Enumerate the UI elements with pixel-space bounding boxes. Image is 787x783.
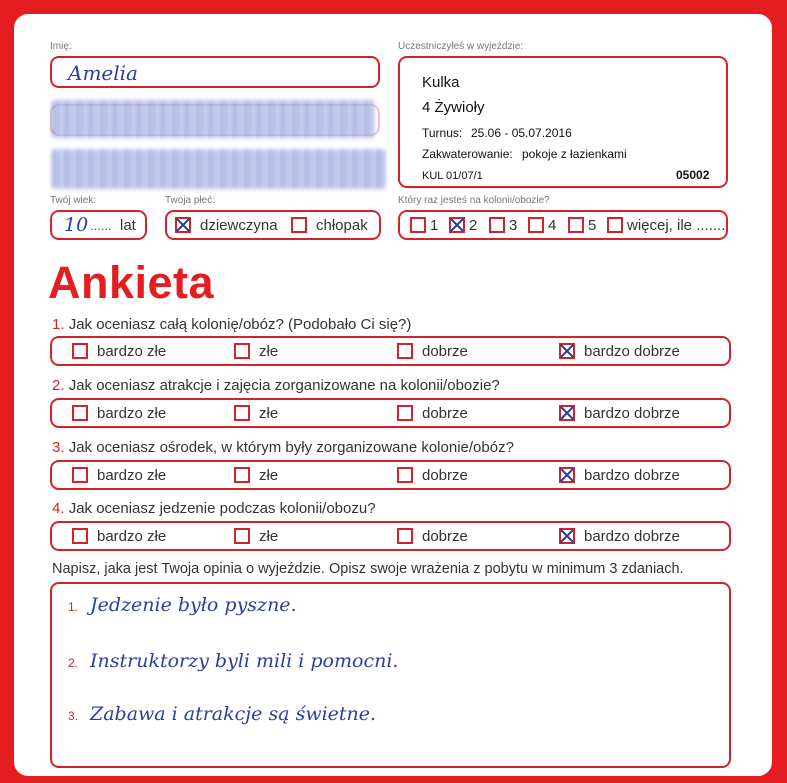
times-label: Który raz jesteś na kolonii/obozie? (398, 195, 550, 206)
q3-bardzo-dobrze-label: bardzo dobrze (584, 467, 680, 484)
times-4-checkbox[interactable] (528, 217, 544, 233)
opinion-line-1-text: Jedzenie było pyszne. (90, 594, 297, 616)
q1-dobrze-label: dobrze (422, 343, 468, 360)
question-3-text: Jak oceniasz ośrodek, w którym były zorganizowane kolonie/obóz? (68, 439, 514, 456)
times-1-label: 1 (430, 217, 439, 234)
q2-zle-label: złe (259, 405, 279, 422)
q3-bardzo-zle-checkbox[interactable] (72, 467, 88, 483)
q4-bardzo-zle-label: bardzo złe (97, 528, 167, 545)
redacted-surname (52, 100, 376, 138)
gender-field (165, 210, 381, 240)
question-4-answers (50, 521, 731, 551)
gender-girl-checkbox[interactable] (175, 217, 191, 233)
camp-name: Kulka (422, 74, 460, 91)
name-label: Imię: (50, 41, 72, 52)
q1-zle-label: złe (259, 343, 279, 360)
times-field (398, 210, 728, 240)
camp-program: 4 Żywioły (422, 99, 485, 116)
opinion-line-1-number: 1. (68, 600, 79, 614)
times-2-checkbox[interactable] (449, 217, 465, 233)
q4-bardzo-dobrze-label: bardzo dobrze (584, 528, 680, 545)
redacted-address (52, 149, 386, 189)
opinion-line-3-number: 3. (68, 709, 79, 723)
name-value: Amelia (68, 61, 138, 85)
opinion-line-3-text: Zabawa i atrakcje są świetne. (90, 703, 377, 725)
turnus-label: Turnus: (422, 126, 463, 140)
q3-bardzo-dobrze-checkbox[interactable] (559, 467, 575, 483)
q1-bardzo-dobrze-checkbox[interactable] (559, 343, 575, 359)
question-2-text: Jak oceniasz atrakcje i zajęcia zorganizowane na kolonii/obozie? (68, 377, 500, 394)
gender-girl-label: dziewczyna (200, 217, 278, 234)
times-2-label: 2 (469, 217, 478, 234)
question-1-answers (50, 336, 731, 366)
opinion-prompt: Napisz, jaka jest Twoja opinia o wyjeździe. Opisz swoje wrażenia z pobytu w minimum 3 zdaniach. (52, 561, 684, 577)
age-dots: ...... (90, 218, 112, 233)
times-3-checkbox[interactable] (489, 217, 505, 233)
survey-title: Ankieta (48, 257, 215, 308)
q3-zle-checkbox[interactable] (234, 467, 250, 483)
q1-bardzo-dobrze-label: bardzo dobrze (584, 343, 680, 360)
accommodation-value: pokoje z łazienkami (522, 147, 627, 161)
camp-number: 05002 (676, 168, 710, 182)
question-3-number: 3. (52, 439, 65, 456)
times-1-checkbox[interactable] (410, 217, 426, 233)
times-more-checkbox[interactable] (607, 217, 623, 233)
participation-box (398, 56, 728, 188)
question-3 (52, 439, 514, 456)
q1-zle-checkbox[interactable] (234, 343, 250, 359)
times-3-label: 3 (509, 217, 518, 234)
q3-bardzo-zle-label: bardzo złe (97, 467, 167, 484)
age-label: Twój wiek: (50, 195, 97, 206)
question-4-number: 4. (52, 500, 65, 517)
age-unit: lat (120, 217, 136, 234)
gender-label: Twoja płeć: (165, 195, 216, 206)
q2-dobrze-checkbox[interactable] (397, 405, 413, 421)
q4-bardzo-zle-checkbox[interactable] (72, 528, 88, 544)
opinion-line-2-number: 2. (68, 656, 79, 670)
times-4-label: 4 (548, 217, 557, 234)
turnus-value: 25.06 - 05.07.2016 (471, 126, 572, 140)
q3-dobrze-checkbox[interactable] (397, 467, 413, 483)
gender-boy-checkbox[interactable] (291, 217, 307, 233)
question-1-text: Jak oceniasz całą kolonię/obóz? (Podobało Ci się?) (68, 316, 412, 333)
opinion-line-2-text: Instruktorzy byli mili i pomocni. (90, 650, 399, 672)
q4-dobrze-label: dobrze (422, 528, 468, 545)
q4-zle-label: złe (259, 528, 279, 545)
times-more-label: więcej, ile ....... (627, 217, 726, 234)
name-field[interactable] (50, 56, 380, 88)
question-4 (52, 500, 376, 517)
q2-zle-checkbox[interactable] (234, 405, 250, 421)
question-1-number: 1. (52, 316, 65, 333)
times-5-label: 5 (588, 217, 597, 234)
q4-dobrze-checkbox[interactable] (397, 528, 413, 544)
times-5-checkbox[interactable] (568, 217, 584, 233)
q2-bardzo-dobrze-label: bardzo dobrze (584, 405, 680, 422)
q1-bardzo-zle-label: bardzo złe (97, 343, 167, 360)
gender-boy-label: chłopak (316, 217, 368, 234)
question-3-answers (50, 460, 731, 490)
age-field[interactable] (50, 210, 147, 240)
q2-bardzo-zle-checkbox[interactable] (72, 405, 88, 421)
q2-bardzo-dobrze-checkbox[interactable] (559, 405, 575, 421)
q2-bardzo-zle-label: bardzo złe (97, 405, 167, 422)
question-2 (52, 377, 500, 394)
q1-bardzo-zle-checkbox[interactable] (72, 343, 88, 359)
question-2-number: 2. (52, 377, 65, 394)
q1-dobrze-checkbox[interactable] (397, 343, 413, 359)
age-value: 10 (64, 214, 89, 236)
q2-dobrze-label: dobrze (422, 405, 468, 422)
camp-code: KUL 01/07/1 (422, 170, 483, 182)
question-2-answers (50, 398, 731, 428)
opinion-textarea[interactable] (50, 582, 731, 768)
q3-zle-label: złe (259, 467, 279, 484)
q4-zle-checkbox[interactable] (234, 528, 250, 544)
question-4-text: Jak oceniasz jedzenie podczas kolonii/obozu? (68, 500, 376, 517)
question-1 (52, 316, 411, 333)
q3-dobrze-label: dobrze (422, 467, 468, 484)
participation-label: Uczestniczyłeś w wyjeździe: (398, 41, 524, 52)
q4-bardzo-dobrze-checkbox[interactable] (559, 528, 575, 544)
survey-sheet (14, 14, 772, 776)
accommodation-label: Zakwaterowanie: (422, 147, 513, 161)
